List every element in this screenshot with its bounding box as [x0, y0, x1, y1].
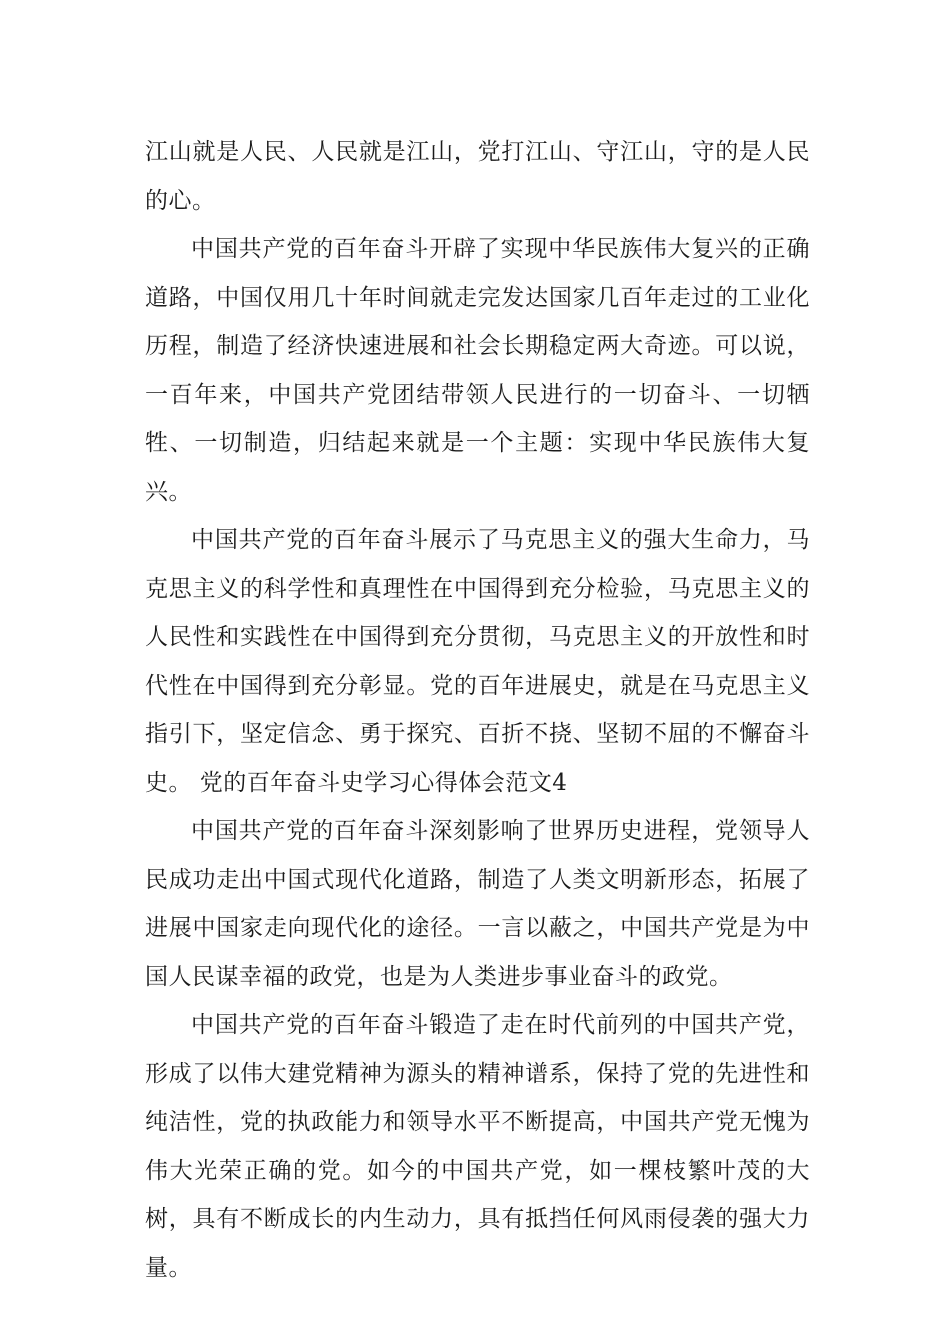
document-body	[145, 128, 810, 1292]
paragraph-3: 中国共产党的百年奋斗展示了马克思主义的强大生命力，马克思主义的科学性和真理性在中国得到充分检验，马克思主义的人民性和实践性在中国得到充分贯彻，马克思主义的开放性和时代性在中国得到充分彰显。党的百年进展史，就是在马克思主义指引下，坚定信念、勇于探究、百折不挠、坚韧不屈的不懈奋斗史。 党的百年奋斗史学习心得体会范文4	[145, 527, 810, 796]
paragraph-2: 中国共产党的百年奋斗开辟了实现中华民族伟大复兴的正确道路，中国仅用几十年时间就走完发达国家几百年走过的工业化历程，制造了经济快速进展和社会长期稳定两大奇迹。可以说，一百年来，中国共产党团结带领人民进行的一切奋斗、一切牺牲、一切制造，归结起来就是一个主题：实现中华民族伟大复兴。	[145, 236, 810, 505]
paragraph-5: 中国共产党的百年奋斗锻造了走在时代前列的中国共产党，形成了以伟大建党精神为源头的精神谱系，保持了党的先进性和纯洁性，党的执政能力和领导水平不断提高，中国共产党无愧为伟大光荣正确的党。如今的中国共产党，如一棵枝繁叶茂的大树，具有不断成长的内生动力，具有抵挡任何风雨侵袭的强大力量。	[145, 1012, 810, 1281]
paragraph-1: 江山就是人民、人民就是江山，党打江山、守江山，守的是人民的心。	[145, 139, 810, 214]
paragraph-4: 中国共产党的百年奋斗深刻影响了世界历史进程，党领导人民成功走出中国式现代化道路，制造了人类文明新形态，拓展了进展中国家走向现代化的途径。一言以蔽之，中国共产党是为中国人民谋幸福的政党，也是为人类进步事业奋斗的政党。	[145, 818, 810, 990]
